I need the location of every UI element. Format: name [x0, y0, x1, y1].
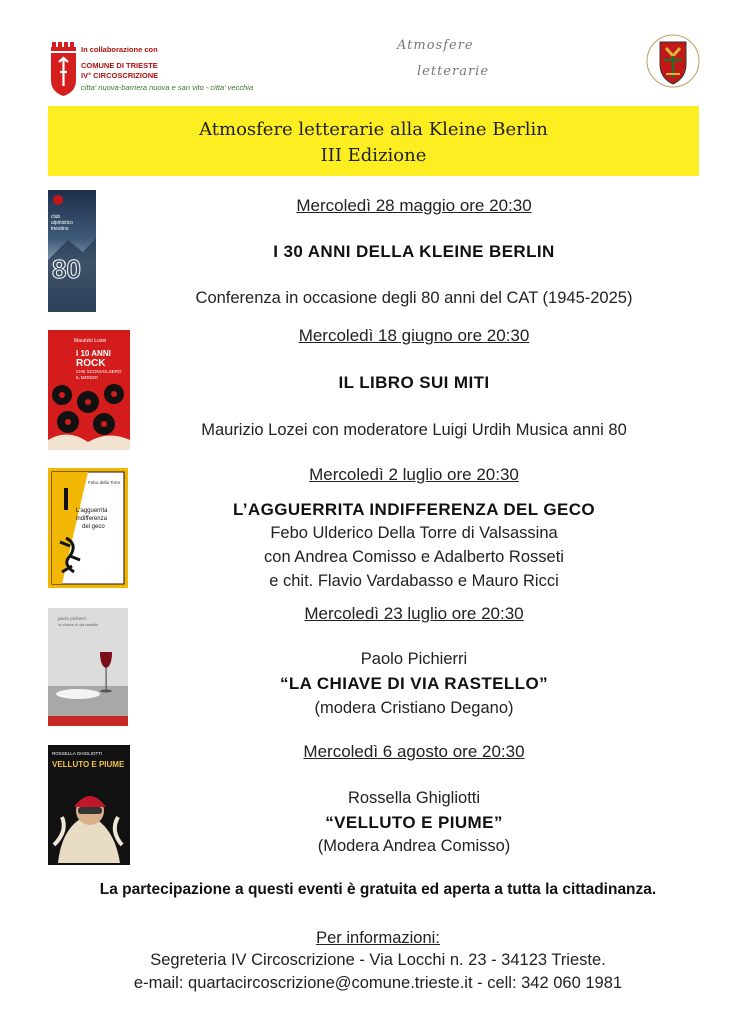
banner-title: Atmosfere letterarie alla Kleine Berlin: [199, 119, 548, 140]
cover5-title: VELLUTO E PIUME: [52, 760, 125, 769]
comune-trieste-logo: [50, 40, 270, 100]
event-4-moderator: (modera Cristiano Degano): [314, 699, 514, 717]
cover1-number: 80: [52, 254, 81, 284]
cover1-text-a: club: [51, 214, 61, 220]
cover3-author: Febo della Torre: [88, 480, 121, 485]
cover1-text-c: triestino: [51, 226, 69, 232]
cover3-line1: L'agguerrita: [76, 508, 108, 514]
banner-edition: III Edizione: [320, 145, 427, 166]
event-3-line-2: con Andrea Comisso e Adalberto Rosseti: [264, 548, 564, 566]
cover2-line1: I 10 ANNI: [76, 349, 111, 358]
cover2-line2: ROCK: [76, 358, 106, 369]
event-5-moderator: (Modera Andrea Comisso): [317, 837, 511, 855]
logo-text-line2: letterarie: [417, 64, 490, 79]
atmosfere-letterarie-logo: [395, 36, 490, 92]
cat-emblem-icon: [646, 30, 700, 92]
cover4-title: la chiave di via rastello: [58, 622, 99, 627]
cover2-line3: CHE SCONVOLSERO: [76, 369, 122, 374]
event-5-author: Rossella Ghigliotti: [347, 789, 481, 807]
event-3-title: L’AGGUERRITA INDIFFERENZA DEL GECO: [232, 500, 596, 519]
event-1-description: Conferenza in occasione degli 80 anni del CAT (1945-2025): [195, 289, 633, 307]
event-5-title: “VELLUTO E PIUME”: [325, 813, 503, 832]
event-3-date: Mercoledì 2 luglio ore 20:30: [309, 465, 519, 484]
trieste-shield-icon: [50, 42, 77, 96]
event-4-author: Paolo Pichierri: [360, 650, 468, 668]
event-5-date: Mercoledì 6 agosto ore 20:30: [303, 742, 525, 761]
info-address: Segreteria IV Circoscrizione - Via Locchi n. 23 - 34123 Trieste.: [150, 951, 606, 969]
event-1-date: Mercoledì 28 maggio ore 20:30: [296, 196, 532, 215]
collab-label: In collaborazione con: [81, 45, 158, 54]
comune-name: COMUNE DI TRIESTE: [81, 61, 158, 70]
cover3-line3: del geco: [82, 524, 105, 530]
cover1-text-b: alpinistico: [51, 220, 73, 226]
info-heading: Per informazioni:: [316, 929, 440, 947]
title-banner: [48, 106, 699, 176]
event-4-title: “LA CHIAVE DI VIA RASTELLO”: [279, 674, 548, 693]
cover5-author: ROSSELLA GHIGLIOTTI: [52, 751, 103, 756]
event-1-title: I 30 ANNI DELLA KLEINE BERLIN: [273, 242, 555, 261]
cover2-line4: IL MONDO: [76, 375, 99, 380]
event-3-line-3: e chit. Flavio Vardabasso e Mauro Ricci: [269, 572, 559, 590]
event-2-date: Mercoledì 18 giugno ore 20:30: [298, 326, 530, 345]
event-3-line-1: Febo Ulderico Della Torre di Valsassina: [270, 524, 558, 542]
event-2-description: Maurizio Lozei con moderatore Luigi Urdih Musica anni 80: [201, 421, 627, 439]
participation-notice: La partecipazione a questi eventi è gratuita ed aperta a tutta la cittadinanza.: [99, 881, 657, 898]
logo-text-line1: Atmosfere: [397, 38, 474, 53]
event-2-title: IL LIBRO SUI MITI: [338, 373, 490, 392]
circoscrizione-name: IV° CIRCOSCRIZIONE: [81, 71, 159, 80]
cover4-author: paolo pichierri: [58, 616, 87, 621]
info-contacts: e-mail: quartacircoscrizione@comune.trieste.it - cell: 342 060 1981: [133, 974, 623, 992]
cover2-author: Maurizio Lozei: [74, 338, 107, 344]
cover3-line2: indifferenza: [76, 516, 107, 522]
event-4-date: Mercoledì 23 luglio ore 20:30: [304, 604, 524, 623]
circoscrizione-areas: citta' nuova-barriera nuova e san vito - citta' vecchia: [81, 83, 254, 92]
